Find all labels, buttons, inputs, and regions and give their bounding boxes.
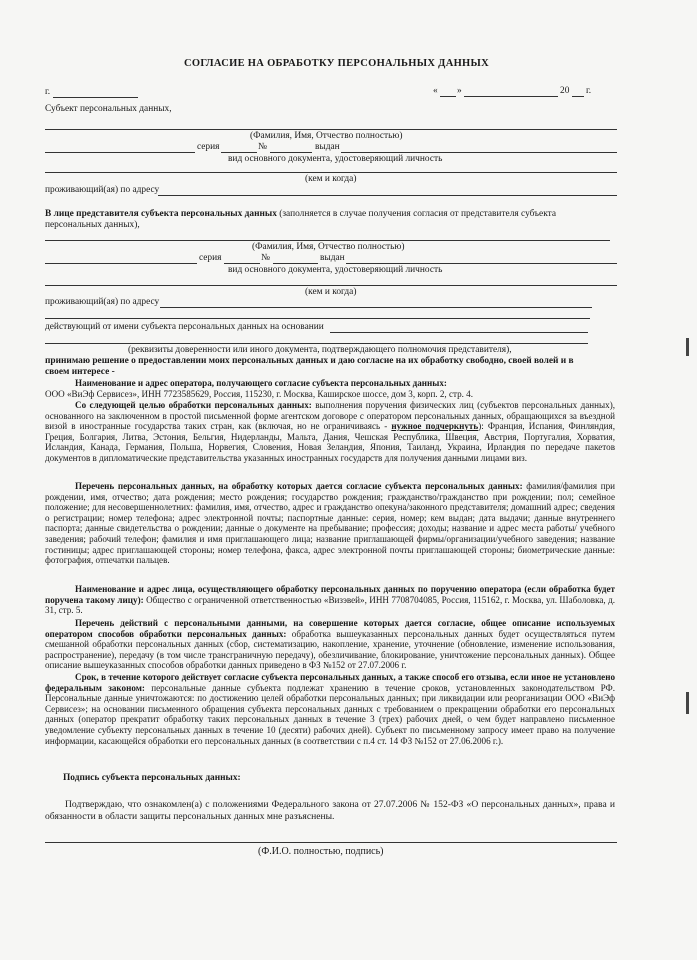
document-title: СОГЛАСИЕ НА ОБРАБОТКУ ПЕРСОНАЛЬНЫХ ДАННЫХ <box>184 58 490 69</box>
operator-heading-text: Наименование и адрес оператора, получающего согласие субъекта персональных данных: <box>75 378 447 388</box>
purpose-heading: Со следующей целью обработки персональных данных: <box>75 400 312 410</box>
representative-address-field-2[interactable] <box>45 318 590 319</box>
subject-doc-caption: вид основного документа, удостоверяющий личность <box>228 154 443 164</box>
actions-text: обработка вышеуказанных персональных данных будет осуществляться путем смешанной обработки персональных данных (сбор, систематизацию, накопление, хранение, уточнение (обновление, изменение использования, распространение), передачу (в том числе трансграничную передачу), обезличивание, блокирование, уничтожение персональных данных). Общее описание вышеуказанных способов обработки данных приведено в ФЗ №152 от 27.07.2006 г. <box>45 628 616 671</box>
representative-basis-field[interactable] <box>330 332 588 333</box>
representative-residence-label: проживающий(ая) по адресу <box>45 297 160 307</box>
scan-edge-mark <box>686 692 689 714</box>
representative-basis-field-2[interactable] <box>45 343 588 344</box>
purpose-underline-note: нужное подчеркнуть <box>391 421 479 432</box>
data-list-text: фамилия/фамилия при рождении, имя, отчество; дата рождения; место рождения; государство рождения; гражданство/гражданство при рождении; пол; семейное положение; для несовершеннолетних: фамилия, имя, отчество, адрес и гражданство опекуна/законного представителя; домашний адрес; сведения о регистрации; номер телефона; адрес электронной почты; паспортные данные: серия, номер; кем выдан; дата выдачи; данные внутреннего паспорта; данные свидетельства о рождении; данные о документе на пребывание; профессия; доходы; название и адрес места работы/ учебного заведения; рабочий телефон; фамилия и имя приглашающего лица; название приглашающей фирмы/организации/учебного заведения; название гостиницы; адрес приглашающей стороны; номер телефона, факса, адрес электронной почты приглашающей стороны; биометрические данные: фотография, отпечатки пальцев. <box>45 481 615 566</box>
signature-confirmation: Подтверждаю, что ознакомлен(а) с положениями Федерального закона от 27.07.2006 № 152-ФЗ «О персональных данных», права и обязанности в области защиты персональных данных мне разъяснены. <box>45 799 615 822</box>
representative-heading-note: (заполняется в случае получения согласия от представителя субъекта <box>279 209 556 219</box>
city-field[interactable] <box>53 97 138 98</box>
signature-field[interactable] <box>45 842 617 843</box>
subject-doc-type-field[interactable] <box>45 152 195 153</box>
representative-number-field[interactable] <box>273 263 318 264</box>
processor-heading: Наименование и адрес лица, осуществляющего обработку персональных данных по поручению оператора (если обработка будет поручена такому лицу): <box>45 584 615 605</box>
representative-heading <box>45 209 556 220</box>
representative-doc-type-field[interactable] <box>45 263 197 264</box>
month-field[interactable] <box>464 96 558 97</box>
representative-address-field[interactable] <box>160 307 592 308</box>
term-section <box>45 672 615 746</box>
decision-line-1: принимаю решение о предоставлении моих персональных данных и даю согласие на их обработку свободно, своей волей и в <box>45 356 574 366</box>
scan-edge-mark <box>686 338 689 356</box>
representative-heading-bold: В лице представителя субъекта персональных данных <box>45 209 277 219</box>
representative-fio-field[interactable] <box>45 240 610 241</box>
subject-number-field[interactable] <box>270 152 312 153</box>
year-prefix: 20 <box>560 86 570 96</box>
day-field[interactable] <box>440 96 456 97</box>
data-list-heading: Перечень персональных данных, на обработку которых дается согласие субъекта персональных данных: <box>75 481 523 491</box>
subject-label: Субъект персональных данных, <box>45 104 172 114</box>
subject-issued-label: выдан <box>315 142 340 152</box>
subject-residence-label: проживающий(ая) по адресу <box>45 185 160 195</box>
purpose-section <box>45 400 615 464</box>
signature-caption: (Ф.И.О. полностью, подпись) <box>258 846 384 857</box>
representative-acting-label: действующий от имени субъекта персональных данных на основании <box>45 322 324 332</box>
subject-number-label: № <box>258 142 267 152</box>
representative-series-label: серия <box>199 253 222 263</box>
date-close-quote: » <box>457 86 462 96</box>
operator-details: ООО «ВиЭф Сервисез», ИНН 7723585629, Россия, 115230, г. Москва, Каширское шоссе, дом 3, корп. 2, стр. 4. <box>45 389 473 399</box>
subject-series-label: серия <box>197 142 220 152</box>
representative-basis-caption: (реквизиты доверенности или иного документа, подтверждающего полномочия представителя), <box>128 345 512 355</box>
purpose-countries: ): Франция, Испания, Финляндия, Греция, Болгария, Литва, Эстония, Бельгия, Нидерланды, Мальта, Дания, Чешская Республика, Швеция, Австрия, Португалия, Хорватия, Исландия, Канада, Германия, Польша, Норвегия, Словения, Новая Зеландия, Япония, Таиланд, Украина, Ирландия по передаче пакетов документов в дипломатические представительства указанных иностранных государств для получения данными лицами виз. <box>45 421 615 463</box>
subject-fio-caption: (Фамилия, Имя, Отчество полностью) <box>250 131 403 141</box>
representative-heading-line2: персональных данных), <box>45 220 140 230</box>
decision-line-2: своем интересе - <box>45 367 115 377</box>
subject-issued-field[interactable] <box>341 152 617 153</box>
representative-issuer-field[interactable] <box>45 285 617 286</box>
processor-section <box>45 584 615 616</box>
representative-issued-field[interactable] <box>346 263 617 264</box>
year-suffix: г. <box>586 86 592 96</box>
signature-label: Подпись субъекта персональных данных: <box>63 773 241 783</box>
term-text: персональные данные субъекта подлежат хранению в течение сроков, установленных законодательством РФ. Персональные данные уничтожаются: по достижению целей обработки персональных данных; при ликвидации или реорганизации ООО «ВиЭф Сервисез»; на основании письменного обращения субъекта персональных данных с требованием о прекращении обработки его персональных данных (оператор прекратит обработку таких персональных данных в течение 3 (трех) рабочих дней, о чем будет направлено письменное уведомление субъекту персональных данных в течение 10 (десяти) рабочих дней). Субъект по письменному запросу имеет право на получение информации, касающейся обработки его персональных данных (в соответствии с п.4 ст. 14 ФЗ №152 от 27.06.2006 г.). <box>45 682 615 746</box>
subject-address-field[interactable] <box>158 195 617 196</box>
actions-section <box>45 618 615 671</box>
operator-heading <box>45 378 615 389</box>
representative-when-caption: (кем и когда) <box>305 287 357 297</box>
subject-fio-field[interactable] <box>45 129 617 130</box>
subject-when-caption: (кем и когда) <box>305 174 357 184</box>
data-list-section <box>45 481 615 566</box>
representative-issued-label: выдан <box>320 253 345 263</box>
subject-series-field[interactable] <box>221 152 257 153</box>
actions-heading: Перечень действий с персональными данными, на совершение которых дается согласие, общее описание используемых оператором способов обработки персональных данных: <box>45 618 615 639</box>
representative-number-label: № <box>261 253 270 263</box>
term-heading: Срок, в течение которого действует согласие субъекта персональных данных, а также способ его отзыва, если иное не установлено федеральным законом: <box>45 672 615 693</box>
representative-doc-caption: вид основного документа, удостоверяющий личность <box>228 265 443 275</box>
date-open-quote: « <box>433 86 438 96</box>
processor-text: Общество с ограниченной ответственностью «Визэвей», ИНН 7708704085, Россия, 115162, г. Москва, ул. Шаболовка, д. 31, стр. 5. <box>45 594 615 616</box>
representative-series-field[interactable] <box>224 263 260 264</box>
representative-fio-caption: (Фамилия, Имя, Отчество полностью) <box>252 242 405 252</box>
year-field[interactable] <box>572 96 584 97</box>
subject-issuer-field[interactable] <box>45 172 617 173</box>
purpose-text: выполнения поручения физических лиц (субъектов персональных данных), основанного на заключенном в простой письменной форме агентском договоре с оператором персональных данных, обращающихся за въездной визой в иностранные государства таких стран, как (включая, но не ограничиваясь - <box>45 400 615 432</box>
city-label: г. <box>45 87 51 97</box>
